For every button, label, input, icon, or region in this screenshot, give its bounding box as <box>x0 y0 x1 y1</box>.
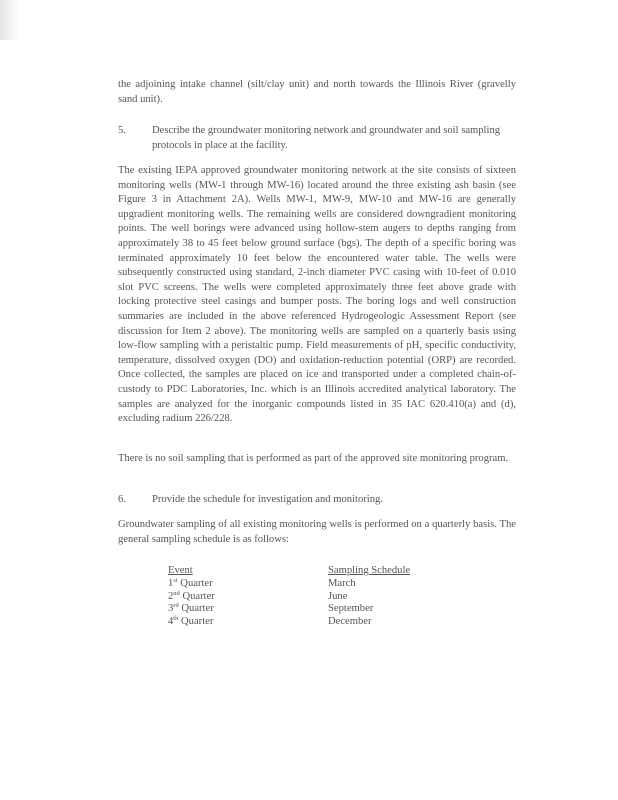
item-5 <box>118 124 516 153</box>
schedule-row-2: June <box>328 590 348 602</box>
schedule-header: Sampling Schedule <box>328 565 411 576</box>
item-6-question: Provide the schedule for investigation and monitoring. <box>152 494 383 505</box>
event-header: Event <box>168 565 193 576</box>
schedule-intro-paragraph: Groundwater sampling of all existing monitoring wells is performed on a quarterly basis. The general sampling schedule is as follows: <box>118 519 516 545</box>
intro-continuation-paragraph: the adjoining intake channel (silt/clay unit) and north towards the Illinois River (gravelly sand unit). <box>118 79 516 105</box>
schedule-row-1: March <box>328 577 356 589</box>
event-row-4: 4th Quarter <box>168 615 214 628</box>
item-6 <box>118 493 516 508</box>
schedule-column <box>328 565 468 629</box>
event-row-3: 3rd Quarter <box>168 602 214 615</box>
item-5-question: Describe the groundwater monitoring network and groundwater and soil sampling protocols in place at the facility. <box>152 125 501 151</box>
item-5-number: 5. <box>118 125 126 136</box>
schedule-row-3: September <box>328 603 374 615</box>
item-6-number: 6. <box>118 494 126 505</box>
monitoring-network-paragraph: The existing IEPA approved groundwater monitoring network at the site consists of sixteen monitoring wells (MW-1 through MW-16) located around the three existing ash basin (see Figure 3 in Attachment 2A). Wells MW-1, MW-9, MW-10 and MW-16 are generally upgradient monitoring wells. The remaining wells are considered downgradient monitoring points. The well borings were advanced using hollow-stem augers to depths ranging from approximately 38 to 45 feet below ground surface (bgs). The depth of a specific boring was terminated approximately 10 feet below the encountered water table. The wells were subsequently constructed using standard, 2-inch diameter PVC casing with 10-feet of 0.010 slot PVC screens. The wells were completed approximately three feet above grade with locking protective steel casings and bumper posts. The boring logs and well construction summaries are included in the above referenced Hydrogeologic Assessment Report (see discussion for Item 2 above). The monitoring wells are sampled on a quarterly basis using low-flow sampling with a peristaltic pump. Field measurements of pH, specific conductivity, temperature, dissolved oxygen (DO) and oxidation-reduction potential (ORP) are recorded. Once collected, the samples are placed on ice and transported under a completed chain-of-custody to PDC Laboratories, Inc. which is an Illinois accredited analytical laboratory. The samples are analyzed for the inorganic compounds listed in 35 IAC 620.410(a) and (d), excluding radium 226/228. <box>118 165 516 425</box>
event-row-2: 2nd Quarter <box>168 589 215 602</box>
scan-edge-shadow <box>0 0 18 40</box>
event-column <box>168 565 308 629</box>
event-row-1: 1st Quarter <box>168 576 213 589</box>
schedule-row-4: December <box>328 616 372 628</box>
soil-sampling-paragraph: There is no soil sampling that is performed as part of the approved site monitoring program. <box>118 453 509 464</box>
